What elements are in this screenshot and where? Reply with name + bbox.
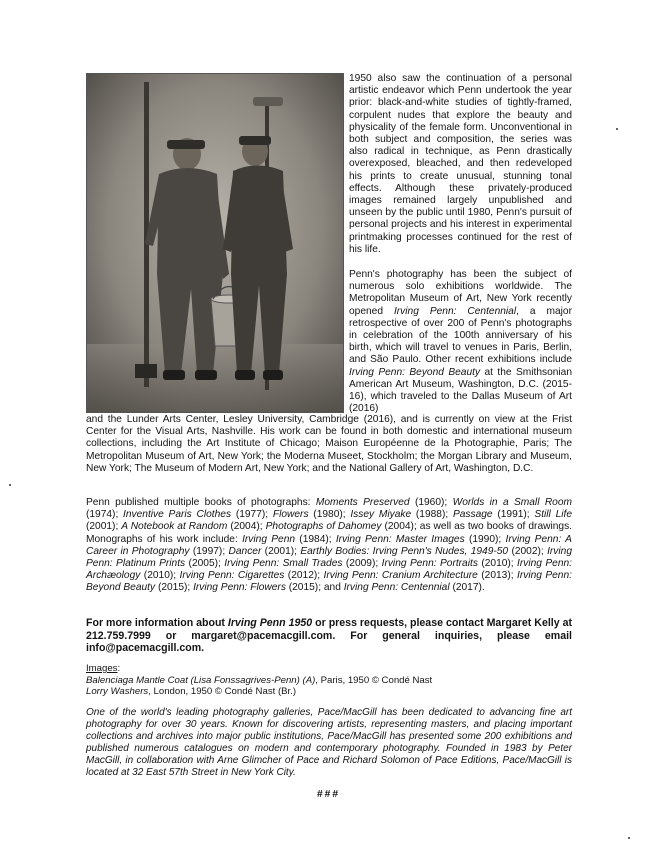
contact-seg: or press requests, please contact Margaret Kelly at 212.759.7999 or margaret@pacemacgill.com. For general inquiries, please email info@pacemacgill.com. xyxy=(86,617,572,655)
books-seg: (2013); xyxy=(477,570,517,582)
books-seg: (1977); xyxy=(231,509,273,521)
books-seg: (2005); xyxy=(185,558,225,570)
book-title: Irving Penn xyxy=(242,533,296,545)
book-title: Flowers xyxy=(272,509,309,521)
credit-line-2 xyxy=(86,686,572,698)
contact-seg: For more information about xyxy=(86,617,228,629)
book-title: Irving Penn: Centennial xyxy=(343,582,450,594)
about-gallery-paragraph xyxy=(86,707,572,779)
books-seg: (1997); xyxy=(189,545,229,557)
exhibition-title: Irving Penn 1950 xyxy=(227,617,313,629)
lorry-washers-photograph xyxy=(86,73,344,413)
books-seg: (2001); xyxy=(261,545,301,557)
exhibitions-text-full: and the Lunder Arts Center, Lesley University, Cambridge (2016), and is currently on view at the Frist Center for the Visual Arts, Nashville. His work can be found in both domestic and international museum collections, including the Art Institute of Chicago; Maison Européenne de la Photographie, Paris; The Metropolitan Museum of Art, New York; the Moderna Museet, Stockholm; the Morgan Library and Museum, New York; The Museum of Modern Art, New York; and the National Gallery of Art, Washington, D.C. xyxy=(86,414,572,474)
contact-paragraph xyxy=(86,617,572,655)
books-seg: (2009); xyxy=(342,558,382,570)
book-title: Irving Penn: Master Images xyxy=(335,533,465,545)
scan-speck xyxy=(9,484,11,486)
exhibitions-text-a: Penn's photography has been the subject of numerous solo exhibitions worldwide. The Metropolitan Museum of Art, New York recently opened xyxy=(349,269,572,317)
book-title: Irving Penn: A Career in Photography xyxy=(86,533,572,557)
books-seg: (1980); xyxy=(308,509,351,521)
book-title: Irving Penn: Beyond Beauty xyxy=(86,570,572,594)
book-title: Worlds in a Small Room xyxy=(452,497,572,508)
books-seg: (1988); xyxy=(411,509,453,521)
credit-rest: , Paris, 1950 © Condé Nast xyxy=(315,674,433,686)
exhibitions-paragraph-column xyxy=(349,269,572,415)
books-text xyxy=(86,497,572,595)
books-seg: (1991); xyxy=(492,509,535,521)
books-seg: (2010); xyxy=(140,570,180,582)
photo-illustration xyxy=(87,74,343,412)
image-credits: Images: Balenciaga Mantle Coat (Lisa Fonssagrives-Penn) (A), Paris, 1950 © Condé Nast Lorry Washers, London, 1950 © Condé Nast (Br.) xyxy=(86,663,572,698)
credit-title: Lorry Washers xyxy=(86,686,149,698)
book-title: Irving Penn: Small Trades xyxy=(224,558,343,570)
books-seg: (1974); xyxy=(86,509,124,521)
credit-line-1 xyxy=(86,675,572,687)
exhibition-title-centennial: Irving Penn: Centennial xyxy=(393,305,517,317)
book-title: Photographs of Dahomey xyxy=(265,521,382,533)
book-title: Dancer xyxy=(228,545,262,557)
book-title: Irving Penn: Cigarettes xyxy=(179,570,285,582)
nudes-text: 1950 also saw the continuation of a personal artistic endeavor which Penn undertook the year prior: black-and-white studies of tightly-framed, corpulent nudes that explore the beauty and physicality of the female form. Unconventional in both subject and composition, the series was also radical in technique, as Penn drastically overexposed, bleached, and then redeveloped his prints to create unusual, stunning tonal effects. Although these privately-produced images remained largely unpublished and unseen by the public until 1980, Penn's pursuit of personal projects and his interest in experimental printmaking processes continued for the rest of his life. xyxy=(349,73,572,255)
book-title: Issey Miyake xyxy=(350,509,412,521)
books-seg: (2001); xyxy=(86,521,122,533)
credit-title: Balenciaga Mantle Coat (Lisa Fonssagrives-Penn) (A) xyxy=(86,674,316,686)
book-title: Still Life xyxy=(534,509,572,521)
exhibitions-text-column xyxy=(349,269,572,415)
scan-speck xyxy=(628,837,630,839)
nudes-paragraph xyxy=(349,73,572,256)
book-title: Irving Penn: Cranium Architecture xyxy=(323,570,478,582)
credit-rest: , London, 1950 © Condé Nast (Br.) xyxy=(148,686,297,698)
books-seg: (2012); xyxy=(284,570,324,582)
contact-text xyxy=(86,617,572,655)
books-seg: (1960); xyxy=(409,497,453,508)
about-text: One of the world's leading photography galleries, Pace/MacGill has been dedicated to advancing fine art photography for over 30 years. Known for discovering artists, representing masters, and placing important collections and archives into major public institutions, Pace/MacGill has presented some 200 exhibitions and published numerous catalogues on modern and contemporary photography. Founded in 1983 by Peter MacGill, in collaboration with Arne Glimcher of Pace and Richard Solomon of Pace Editions, Pace/MacGill is located at 32 East 57th Street in New York City. xyxy=(86,707,572,778)
exhibitions-paragraph-full xyxy=(86,414,572,475)
book-title: A Notebook at Random xyxy=(121,521,228,533)
books-seg: Penn published multiple books of photographs: xyxy=(86,497,316,508)
books-seg: (1990); xyxy=(464,533,506,545)
books-seg: (2010); xyxy=(477,558,518,570)
books-seg: (2015); xyxy=(155,582,194,594)
end-mark: ### xyxy=(317,789,340,800)
exhibitions-text-b: , a major retrospective of over 200 of Penn's photographs in celebration of the 100th anniversary of his birth, which will travel to venues in Paris, Berlin, and São Paulo. Other recent exhibitions include xyxy=(349,305,572,366)
book-title: Irving Penn: Platinum Prints xyxy=(86,545,572,570)
images-heading: Images xyxy=(86,663,118,674)
book-title: Irving Penn: Archæology xyxy=(86,558,572,582)
book-title: Irving Penn: Flowers xyxy=(193,582,286,594)
book-title: Inventive Paris Clothes xyxy=(123,509,232,521)
books-paragraph xyxy=(86,497,572,595)
books-seg: (1984); xyxy=(295,533,336,545)
books-seg: (2015); and xyxy=(285,582,344,594)
book-title: Earthly Bodies: Irving Penn's Nudes, 1949-50 xyxy=(300,545,509,557)
scan-speck xyxy=(616,128,618,130)
books-seg: (2004); xyxy=(227,521,266,533)
book-title: Moments Preserved xyxy=(315,497,410,508)
books-seg: (2004); as well as two books of drawings. Monographs of his work include: xyxy=(86,521,572,545)
exhibitions-text-c: at the Smithsonian American Art Museum, Washington, D.C. (2015-16), which traveled to the Dallas Museum of Art (2016) xyxy=(349,366,572,415)
exhibition-title-beyond-beauty: Irving Penn: Beyond Beauty xyxy=(349,366,481,378)
books-seg: (2017). xyxy=(449,582,485,594)
book-title: Passage xyxy=(452,509,493,521)
book-title: Irving Penn: Portraits xyxy=(381,558,478,570)
books-seg: (2002); xyxy=(508,545,548,557)
